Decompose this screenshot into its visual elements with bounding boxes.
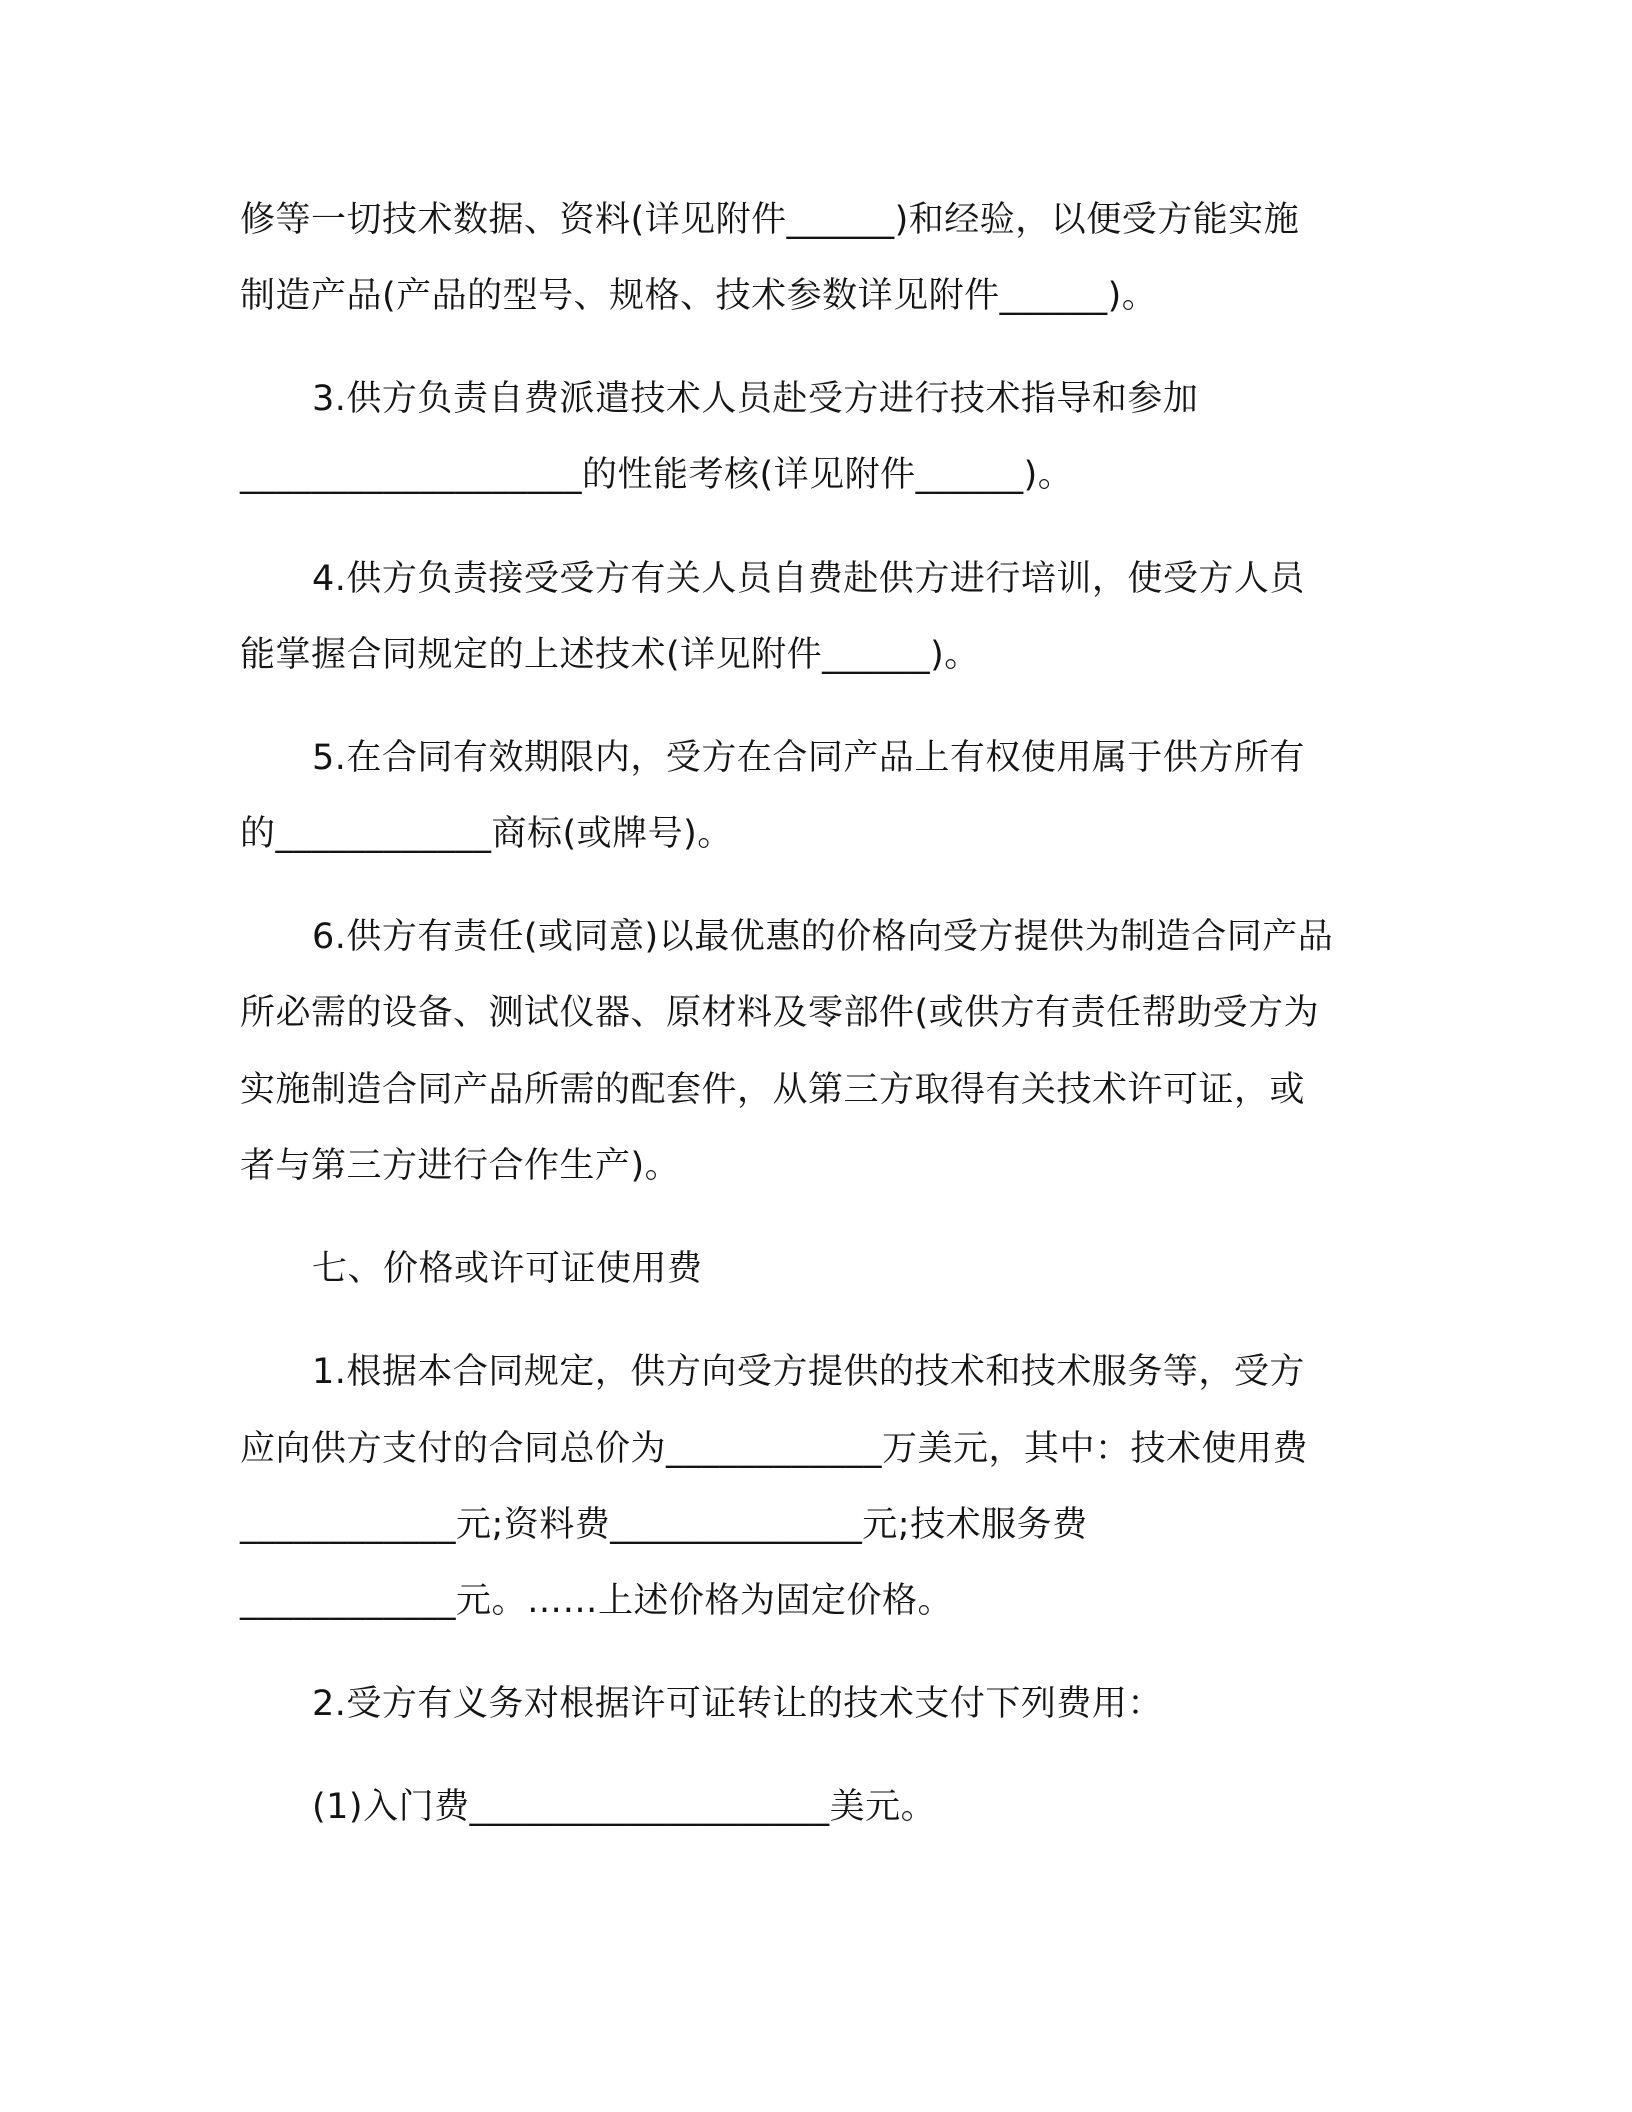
clause-4-line: 4.供方负责接受受方有关人员自费赴供方进行培训，使受方人员: [312, 559, 1305, 599]
clause-6-line: 6.供方有责任(或同意)以最优惠的价格向受方提供为制造合同产品: [312, 917, 1334, 957]
body-line: 实施制造合同产品所需的配套件，从第三方取得有关技术许可证，或: [240, 1070, 1306, 1110]
body-line: 制造产品(产品的型号、规格、技术参数详见附件______)。: [240, 276, 1158, 316]
body-line: 能掌握合同规定的上述技术(详见附件______)。: [240, 635, 980, 675]
body-line: ____________元。……上述价格为固定价格。: [240, 1581, 954, 1621]
body-line: 的____________商标(或牌号)。: [240, 814, 733, 854]
body-line: ___________________的性能考核(详见附件______)。: [240, 455, 1074, 495]
section-heading: 七、价格或许可证使用费: [312, 1249, 703, 1289]
body-line: 所必需的设备、测试仪器、原材料及零部件(或供方有责任帮助受方为: [240, 993, 1320, 1033]
clause-3-line: 3.供方负责自费派遣技术人员赴受方进行技术指导和参加: [312, 379, 1199, 419]
body-line: ____________元;资料费______________元;技术服务费: [240, 1505, 1088, 1545]
body-line: 应向供方支付的合同总价为____________万美元，其中：技术使用费: [240, 1429, 1309, 1469]
sub-clause-line: (1)入门费____________________美元。: [312, 1787, 937, 1827]
body-line: 修等一切技术数据、资料(详见附件______)和经验，以便受方能实施: [240, 200, 1300, 240]
clause-2-line: 2.受方有义务对根据许可证转让的技术支付下列费用：: [312, 1684, 1163, 1724]
clause-1-line: 1.根据本合同规定，供方向受方提供的技术和技术服务等，受方: [312, 1352, 1305, 1392]
body-line: 者与第三方进行合作生产)。: [240, 1146, 681, 1186]
clause-5-line: 5.在合同有效期限内，受方在合同产品上有权使用属于供方所有: [312, 738, 1305, 778]
